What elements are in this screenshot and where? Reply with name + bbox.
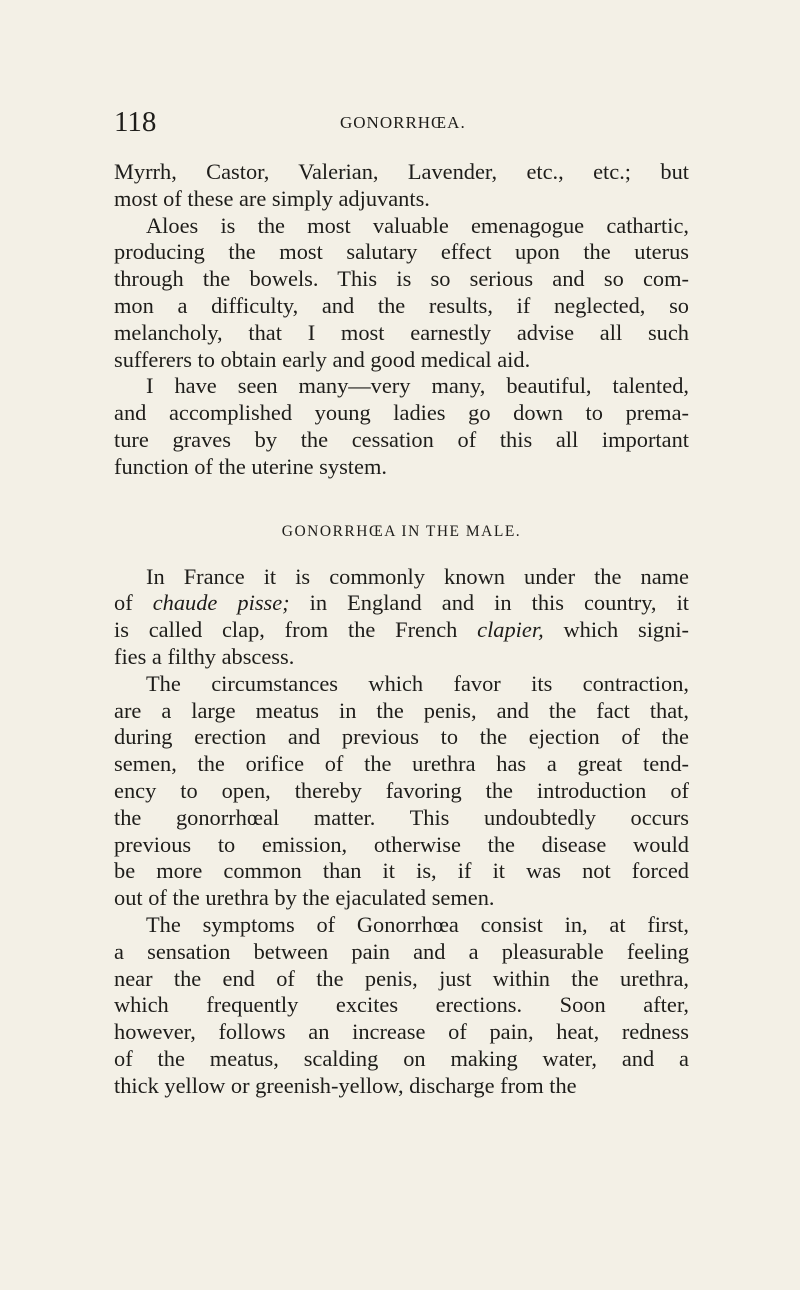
paragraph-line: a sensation between pain and a pleasurable feeling bbox=[114, 938, 689, 964]
paragraph-line: and accomplished young ladies go down to prema- bbox=[114, 400, 689, 426]
paragraph-line: Myrrh, Castor, Valerian, Lavender, etc., etc.; but bbox=[114, 159, 689, 184]
paragraph-line: I have seen many—very many, beautiful, talented, bbox=[146, 373, 689, 399]
paragraph-line: out of the urethra by the ejaculated semen. bbox=[114, 885, 495, 911]
paragraph bbox=[114, 373, 689, 480]
paragraph-line: Aloes is the most valuable emenagogue cathartic, bbox=[146, 212, 689, 238]
paragraph bbox=[114, 159, 689, 213]
paragraph-line: ency to open, thereby favoring the introduction of bbox=[114, 777, 689, 803]
paragraph-line: is called clap, from the French clapier, which signi- bbox=[114, 617, 689, 643]
paragraph-line: be more common than it is, if it was not forced bbox=[114, 858, 689, 884]
paragraph-line: The symptoms of Gonorrhœa consist in, at first, bbox=[146, 911, 689, 937]
italic-term: clapier, bbox=[477, 617, 544, 643]
paragraphs-after-heading bbox=[114, 671, 689, 1100]
paragraph-line: thick yellow or greenish-yellow, discharge from the bbox=[114, 1072, 577, 1098]
section-heading: GONORRHŒA IN THE MALE. bbox=[281, 522, 522, 540]
paragraph-line: ture graves by the cessation of this all important bbox=[114, 426, 689, 452]
paragraph-line: through the bowels. This is so serious and so com- bbox=[114, 266, 689, 292]
running-head: GONORRHŒA. bbox=[340, 113, 466, 132]
paragraph-line: which frequently excites erections. Soon after, bbox=[114, 992, 689, 1018]
paragraph bbox=[114, 213, 689, 374]
paragraphs-before-heading bbox=[114, 159, 689, 481]
page-number: 118 bbox=[114, 106, 157, 138]
paragraph-line: of chaude pisse; in England and in this country, it bbox=[114, 590, 690, 616]
page-header bbox=[114, 104, 689, 140]
paragraph-line: during erection and previous to the ejection of the bbox=[114, 724, 689, 750]
paragraph bbox=[114, 671, 689, 912]
paragraph-line: near the end of the penis, just within the urethra, bbox=[114, 965, 689, 991]
paragraph-line: function of the uterine system. bbox=[114, 453, 387, 479]
body-text bbox=[114, 159, 689, 1100]
paragraph-line: semen, the orifice of the urethra has a great tend- bbox=[114, 751, 689, 777]
paragraph-line: sufferers to obtain early and good medical aid. bbox=[114, 346, 531, 372]
paragraph-line: The circumstances which favor its contraction, bbox=[146, 670, 689, 696]
paragraph-line: fies a filthy abscess. bbox=[114, 643, 295, 669]
paragraph-line: of the meatus, scalding on making water, and a bbox=[114, 1045, 689, 1071]
paragraph-line: are a large meatus in the penis, and the fact that, bbox=[114, 697, 689, 723]
paragraph-line: previous to emission, otherwise the disease would bbox=[114, 831, 689, 857]
paragraph-france bbox=[114, 564, 689, 671]
italic-term: chaude pisse; bbox=[152, 590, 290, 616]
paragraph-line: however, follows an increase of pain, heat, redness bbox=[114, 1019, 689, 1045]
paragraph-line: producing the most salutary effect upon the uterus bbox=[114, 239, 689, 265]
paragraph-line: melancholy, that I most earnestly advise all such bbox=[114, 319, 689, 345]
paragraph bbox=[114, 912, 689, 1100]
paragraph-line: In France it is commonly known under the name bbox=[146, 563, 689, 589]
paragraph-line: most of these are simply adjuvants. bbox=[114, 185, 430, 211]
paragraph-line: the gonorrhœal matter. This undoubtedly occurs bbox=[114, 804, 689, 830]
paragraph-line: mon a difficulty, and the results, if neglected, so bbox=[114, 292, 689, 318]
